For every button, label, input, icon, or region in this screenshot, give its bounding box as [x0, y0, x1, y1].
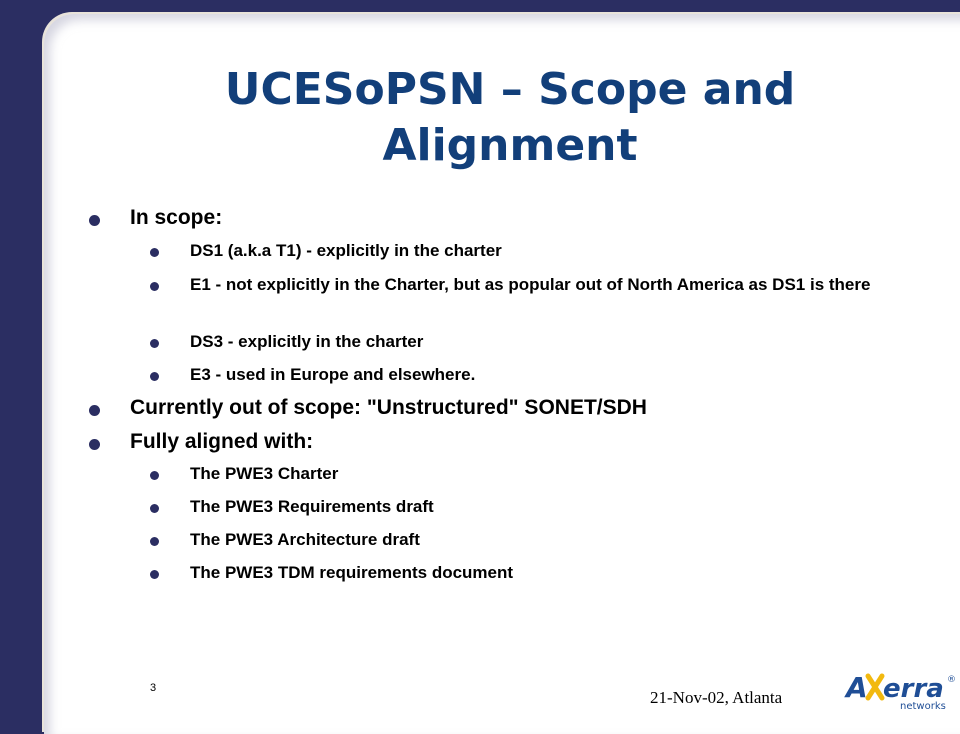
bullet-item — [190, 364, 880, 386]
bullet-item — [130, 396, 910, 420]
bullet-text: The PWE3 Architecture draft — [190, 530, 420, 549]
bullet-text: DS3 - explicitly in the charter — [190, 332, 424, 351]
bullet-text: Fully aligned with: — [130, 430, 314, 453]
bullet-icon — [150, 570, 159, 579]
bullet-icon — [150, 282, 159, 291]
bullet-text: DS1 (a.k.a T1) - explicitly in the charter — [190, 241, 502, 260]
logo-letter-a: A — [846, 671, 868, 704]
axerra-logo — [842, 668, 957, 714]
bullet-icon — [150, 339, 159, 348]
bullet-icon — [150, 372, 159, 381]
bullet-item — [130, 206, 890, 230]
bullet-text: The PWE3 Requirements draft — [190, 497, 434, 516]
bullet-text: E1 - not explicitly in the Charter, but as popular out of North America as DS1 is there — [190, 275, 871, 294]
bullet-icon — [150, 248, 159, 257]
bullet-icon — [150, 537, 159, 546]
logo-word: erra — [883, 674, 944, 704]
bullet-icon — [89, 215, 100, 226]
bullet-item — [190, 240, 880, 262]
slide-number: 3 — [150, 682, 157, 694]
bullet-item — [190, 463, 880, 485]
bullet-item — [190, 562, 880, 584]
bullet-icon — [150, 504, 159, 513]
bullet-text: Currently out of scope: "Unstructured" SONET/SDH — [130, 396, 647, 419]
bullet-text: The PWE3 TDM requirements document — [190, 563, 514, 582]
logo-subtext: networks — [900, 701, 946, 712]
logo-x-mark — [868, 676, 882, 698]
bullet-item — [190, 496, 880, 518]
bullet-icon — [89, 439, 100, 450]
bullet-icon — [89, 405, 100, 416]
bullet-item — [190, 331, 880, 353]
bullet-item — [130, 430, 890, 454]
slide-title: UCESoPSN – Scope and Alignment — [224, 64, 796, 171]
bullet-text: In scope: — [130, 206, 223, 229]
bullet-text: The PWE3 Charter — [190, 464, 339, 483]
bullet-icon — [150, 471, 159, 480]
bullet-item — [190, 529, 880, 551]
footer-date: 21-Nov-02, Atlanta — [650, 688, 783, 707]
bullet-item — [190, 274, 890, 296]
logo-registered: ® — [947, 675, 956, 685]
bullet-text: E3 - used in Europe and elsewhere. — [190, 365, 476, 384]
